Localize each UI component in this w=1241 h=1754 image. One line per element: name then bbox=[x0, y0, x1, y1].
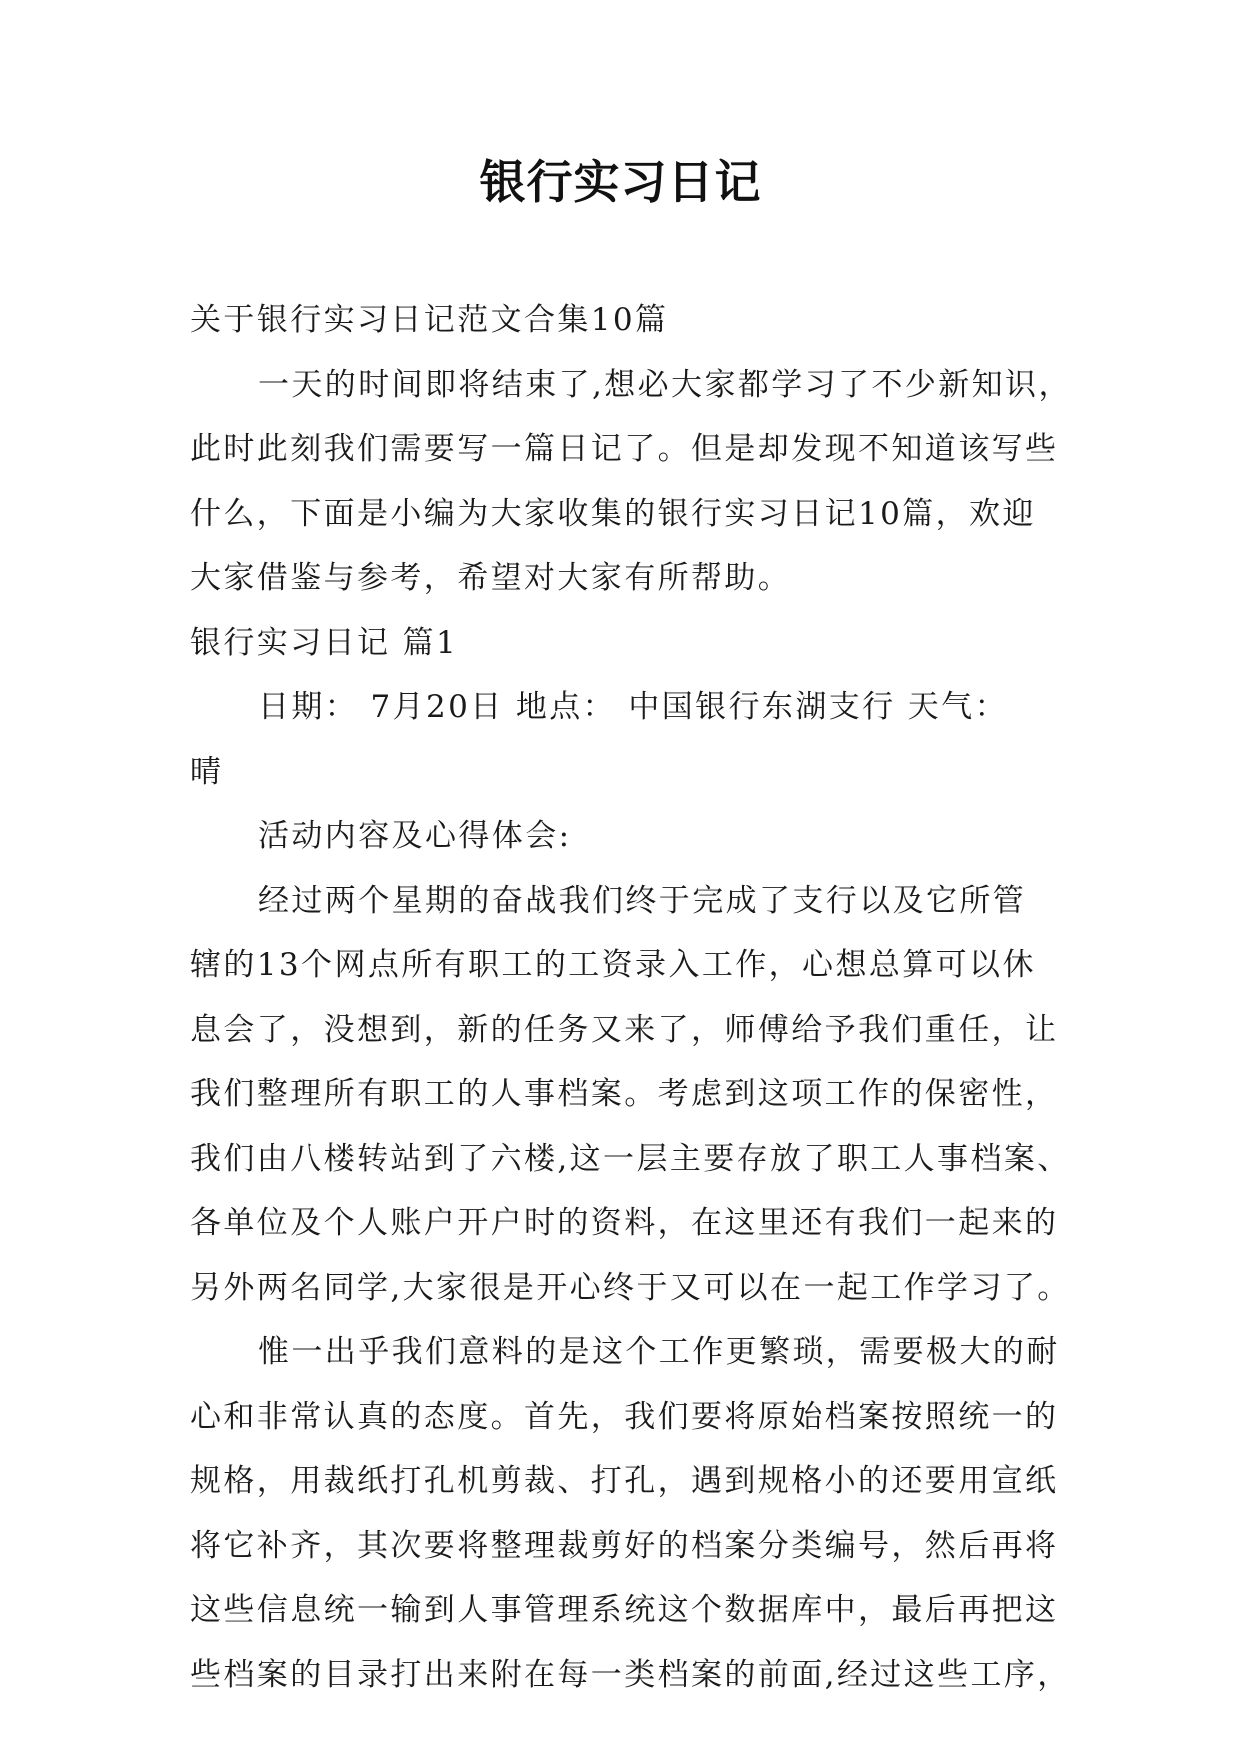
paragraph-1-line-1: 经过两个星期的奋战我们终于完成了支行以及它所管 bbox=[258, 882, 1027, 919]
paragraph-1-line-7: 另外两名同学,大家很是开心终于又可以在一起工作学习了。 bbox=[190, 1269, 1071, 1306]
section-heading: 银行实习日记 篇1 bbox=[190, 624, 459, 661]
date-location-weather-line: 日期： 7月20日 地点： 中国银行东湖支行 天气： bbox=[258, 689, 1008, 725]
intro-line-1: 一天的时间即将结束了,想必大家都学习了不少新知识， bbox=[258, 366, 1072, 403]
intro-line-2: 此时此刻我们需要写一篇日记了。但是却发现不知道该写些 bbox=[190, 431, 1059, 467]
subtitle-line: 关于银行实习日记范文合集10篇 bbox=[190, 302, 669, 338]
paragraph-2-line-4: 将它补齐，其次要将整理裁剪好的档案分类编号，然后再将 bbox=[190, 1527, 1059, 1564]
intro-line-3: 什么，下面是小编为大家收集的银行实习日记10篇，欢迎 bbox=[190, 495, 1036, 532]
paragraph-1-line-4: 我们整理所有职工的人事档案。考虑到这项工作的保密性， bbox=[190, 1076, 1059, 1112]
paragraph-2-line-1: 惟一出乎我们意料的是这个工作更繁琐，需要极大的耐 bbox=[258, 1334, 1060, 1370]
paragraph-2-line-3: 规格，用裁纸打孔机剪裁、打孔，遇到规格小的还要用宣纸 bbox=[190, 1463, 1059, 1499]
document-title: 银行实习日记 bbox=[479, 155, 762, 209]
activity-heading: 活动内容及心得体会: bbox=[258, 818, 572, 854]
paragraph-2-line-6: 些档案的目录打出来附在每一类档案的前面,经过这些工序， bbox=[190, 1656, 1071, 1693]
paragraph-1-line-2: 辖的13个网点所有职工的工资录入工作，心想总算可以休 bbox=[190, 947, 1036, 983]
paragraph-2-line-5: 这些信息统一输到人事管理系统这个数据库中，最后再把这 bbox=[190, 1592, 1059, 1628]
weather-value-line: 晴 bbox=[190, 753, 224, 790]
document-body bbox=[190, 288, 1072, 1707]
intro-line-4: 大家借鉴与参考，希望对大家有所帮助。 bbox=[190, 560, 792, 596]
paragraph-1-line-5: 我们由八楼转站到了六楼,这一层主要存放了职工人事档案、 bbox=[190, 1140, 1071, 1177]
paragraph-1-line-6: 各单位及个人账户开户时的资料，在这里还有我们一起来的 bbox=[190, 1205, 1059, 1241]
paragraph-1-line-3: 息会了，没想到，新的任务又来了，师傅给予我们重任，让 bbox=[190, 1011, 1059, 1048]
paragraph-2-line-2: 心和非常认真的态度。首先，我们要将原始档案按照统一的 bbox=[190, 1398, 1059, 1435]
